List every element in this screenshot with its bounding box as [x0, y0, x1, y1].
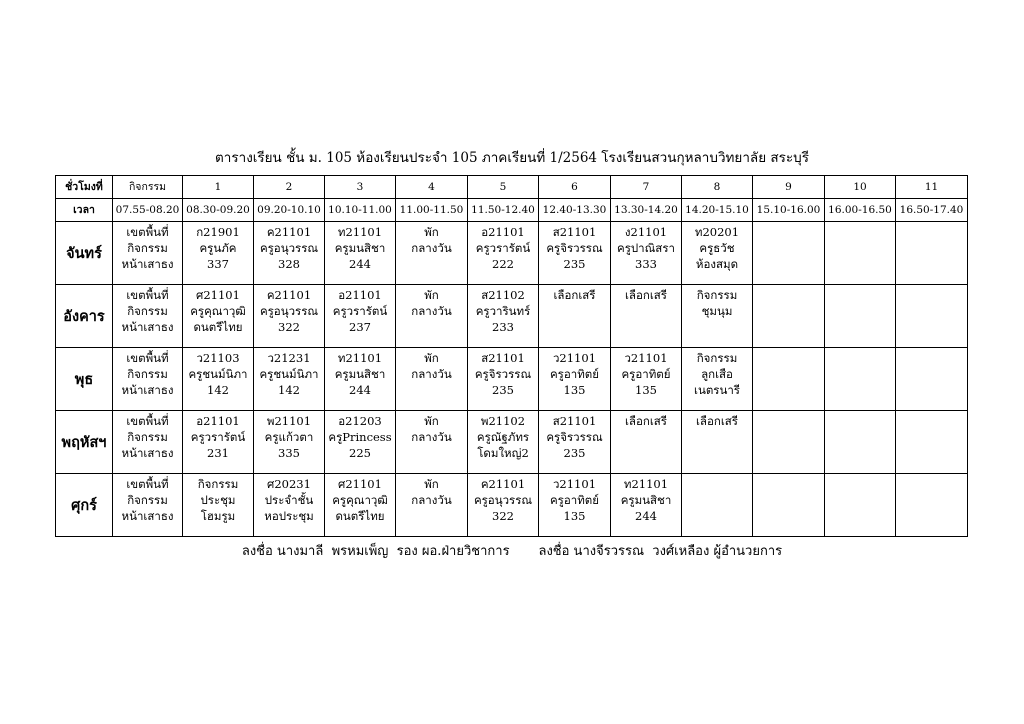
header-row-cell: 5 [468, 176, 539, 199]
cell-line: ครูมนสิชา [620, 493, 672, 507]
cell-line: ลูกเสือ [701, 367, 733, 381]
schedule-cell [896, 348, 968, 411]
cell-line: ครูอาทิตย์ [621, 367, 671, 381]
cell-line: ครูอาทิตย์ [549, 493, 600, 507]
schedule-cell [254, 411, 325, 474]
schedule-cell [183, 285, 254, 348]
cell-line: เลือกเสรี [553, 288, 596, 302]
cell-line: ส21101 [481, 351, 525, 365]
cell-line: อ21101 [481, 225, 525, 239]
cell-line: ครูชนม์นิภา [188, 367, 248, 381]
cell-line: พัก [424, 477, 439, 491]
time-row-cell: 15.10-16.00 [753, 199, 825, 222]
cell-line: ศ21101 [338, 477, 382, 491]
cell-line: 244 [635, 509, 657, 523]
schedule-cell [325, 222, 396, 285]
schedule-cell [468, 285, 539, 348]
cell-line: โดมใหญ่2 [477, 446, 529, 460]
cell-line: หน้าเสาธง [121, 383, 174, 397]
schedule-cell [682, 285, 753, 348]
cell-line: 244 [349, 383, 371, 397]
day-row [56, 222, 968, 285]
cell-line: อ21101 [196, 414, 240, 428]
schedule-cell [254, 285, 325, 348]
cell-line: 237 [349, 320, 371, 334]
schedule-cell [468, 474, 539, 537]
schedule-cell [611, 222, 682, 285]
time-row-cell: 12.40-13.30 [539, 199, 611, 222]
cell-line: ครูณัฐภัทร [476, 430, 530, 444]
day-name: ศุกร์ [56, 474, 113, 537]
day-row [56, 474, 968, 537]
cell-line: พัก [424, 351, 439, 365]
page-title: ตารางเรียน ชั้น ม. 105 ห้องเรียนประจำ 105 ภาคเรียนที่ 1/2564 โรงเรียนสวนกุหลาบวิทยาลัย สระบุรี [215, 150, 809, 166]
header-row [56, 176, 968, 199]
cell-line: 135 [563, 509, 586, 523]
cell-line: กิจกรรม [127, 430, 168, 444]
schedule-cell [825, 411, 896, 474]
cell-line: กิจกรรม [696, 351, 738, 365]
header-row-cell: กิจกรรม [113, 176, 183, 199]
header-row-cell: 1 [183, 176, 254, 199]
cell-line: 222 [492, 257, 514, 271]
cell-line: เขตพื้นที่ [126, 351, 169, 365]
time-row-cell: 11.00-11.50 [396, 199, 468, 222]
schedule-cell [753, 348, 825, 411]
cell-line: ก21901 [196, 225, 240, 239]
time-row-cell: 09.20-10.10 [254, 199, 325, 222]
schedule-cell [468, 348, 539, 411]
schedule-cell [183, 222, 254, 285]
cell-line: ดนตรีไทย [335, 509, 385, 523]
cell-line: เลือกเสรี [625, 288, 667, 302]
schedule-cell [825, 474, 896, 537]
header-row-cell: 3 [325, 176, 396, 199]
time-row [56, 199, 968, 222]
cell-line: กิจกรรม [696, 288, 738, 302]
cell-line: ศ21101 [196, 288, 240, 302]
cell-line: ครูปาณิสรา [617, 241, 675, 255]
cell-line: ค21101 [266, 225, 312, 239]
cell-line: ครูPrincess [328, 430, 392, 444]
cell-line: 231 [207, 446, 229, 460]
header-row-cell: 11 [896, 176, 968, 199]
cell-line: ครูนภัค [199, 241, 237, 255]
cell-line: ง21101 [624, 225, 668, 239]
cell-line: ประชุม [200, 493, 236, 507]
cell-line: พ21102 [480, 414, 526, 428]
cell-line: 335 [278, 446, 300, 460]
schedule-cell [825, 285, 896, 348]
cell-line: ครูวารินทร์ [475, 304, 531, 318]
schedule-cell [468, 411, 539, 474]
cell-line: ครูอาทิตย์ [549, 367, 600, 381]
time-row-cell: เวลา [56, 199, 113, 222]
schedule-cell [325, 411, 396, 474]
schedule-cell [183, 411, 254, 474]
time-row-cell: 11.50-12.40 [468, 199, 539, 222]
cell-line: ส21101 [552, 414, 597, 428]
schedule-cell [539, 285, 611, 348]
cell-line: เลือกเสรี [696, 414, 738, 428]
cell-line: ว21101 [552, 351, 597, 365]
header-row-cell: 2 [254, 176, 325, 199]
cell-line: 225 [349, 446, 371, 460]
time-row-cell: 10.10-11.00 [325, 199, 396, 222]
cell-line: กลางวัน [411, 241, 452, 255]
schedule-cell [396, 222, 468, 285]
cell-line: 233 [492, 320, 514, 334]
day-row [56, 411, 968, 474]
cell-line: 244 [349, 257, 371, 271]
cell-line: 328 [278, 257, 300, 271]
header-row-cell: 6 [539, 176, 611, 199]
header-row-cell: 8 [682, 176, 753, 199]
cell-line: กลางวัน [411, 430, 452, 444]
cell-line: โฮมรูม [200, 509, 236, 523]
cell-line: ท21101 [623, 477, 669, 491]
schedule-cell [682, 222, 753, 285]
cell-line: กลางวัน [411, 493, 452, 507]
cell-line: ว21231 [267, 351, 311, 365]
cell-line: ครูอนุวรรณ [473, 493, 533, 507]
cell-line: 235 [563, 446, 586, 460]
schedule-cell [325, 285, 396, 348]
schedule-cell [113, 285, 183, 348]
cell-line: ค21101 [266, 288, 312, 302]
time-row-cell: 07.55-08.20 [113, 199, 183, 222]
schedule-cell [611, 348, 682, 411]
cell-line: กลางวัน [411, 304, 452, 318]
cell-line: ครูชนม์นิภา [259, 367, 319, 381]
cell-line: ครูจิรวรรณ [546, 430, 603, 444]
cell-line: หน้าเสาธง [121, 257, 174, 271]
cell-line: กิจกรรม [127, 304, 168, 318]
schedule-cell [539, 411, 611, 474]
cell-line: เขตพื้นที่ [126, 414, 169, 428]
schedule-cell [325, 474, 396, 537]
cell-line: เขตพื้นที่ [126, 288, 169, 302]
time-row-cell: 14.20-15.10 [682, 199, 753, 222]
cell-line: 135 [563, 383, 586, 397]
cell-line: เนตรนารี [694, 383, 740, 397]
cell-line: ครูคุณาวุฒิ [190, 304, 246, 318]
schedule-cell [325, 348, 396, 411]
cell-line: ครูวรารัตน์ [475, 241, 531, 255]
cell-line: ว21101 [624, 351, 668, 365]
cell-line: ท21101 [337, 225, 383, 239]
cell-line: 142 [207, 383, 229, 397]
cell-line: ครูจิรวรรณ [546, 241, 603, 255]
cell-line: อ21101 [338, 288, 382, 302]
schedule-cell [682, 474, 753, 537]
cell-line: หน้าเสาธง [121, 509, 174, 523]
schedule-cell [896, 285, 968, 348]
schedule-table [55, 175, 968, 537]
schedule-cell [825, 348, 896, 411]
cell-line: ส21102 [481, 288, 525, 302]
schedule-cell [468, 222, 539, 285]
cell-line: เขตพื้นที่ [126, 225, 169, 239]
cell-line: พัก [424, 288, 439, 302]
schedule-cell [753, 411, 825, 474]
cell-line: อ21203 [338, 414, 382, 428]
day-name: อังคาร [56, 285, 113, 348]
cell-line: ห้องสมุด [695, 257, 739, 271]
cell-line: เขตพื้นที่ [126, 477, 169, 491]
cell-line: กลางวัน [411, 367, 452, 381]
schedule-cell [254, 348, 325, 411]
day-row [56, 285, 968, 348]
cell-line: ว21103 [196, 351, 240, 365]
cell-line: ส21101 [552, 225, 597, 239]
schedule-cell [254, 474, 325, 537]
schedule-cell [183, 474, 254, 537]
cell-line: ดนตรีไทย [193, 320, 243, 334]
cell-line: ค21101 [480, 477, 526, 491]
cell-line: หน้าเสาธง [121, 446, 174, 460]
day-name: พุธ [56, 348, 113, 411]
schedule-cell [682, 348, 753, 411]
cell-line: เลือกเสรี [625, 414, 667, 428]
cell-line: 142 [278, 383, 300, 397]
day-row [56, 348, 968, 411]
cell-line: 322 [492, 509, 514, 523]
cell-line: ว21101 [552, 477, 597, 491]
cell-line: ครูแก้วตา [264, 430, 314, 444]
cell-line: ครูคุณาวุฒิ [332, 493, 388, 507]
schedule-cell [825, 222, 896, 285]
cell-line: ท20201 [694, 225, 740, 239]
cell-line: หน้าเสาธง [121, 320, 174, 334]
schedule-cell [682, 411, 753, 474]
day-name: พฤหัสฯ [56, 411, 113, 474]
time-row-cell: 08.30-09.20 [183, 199, 254, 222]
cell-line: 135 [635, 383, 657, 397]
schedule-cell [254, 222, 325, 285]
schedule-cell [611, 474, 682, 537]
cell-line: กิจกรรม [127, 241, 168, 255]
cell-line: ครูธวัช [699, 241, 735, 255]
schedule-cell [896, 222, 968, 285]
time-row-cell: 16.50-17.40 [896, 199, 968, 222]
cell-line: ครูอนุวรรณ [259, 304, 319, 318]
cell-line: พัก [424, 414, 439, 428]
schedule-cell [396, 474, 468, 537]
schedule-cell [753, 222, 825, 285]
header-row-cell: 4 [396, 176, 468, 199]
schedule-cell [753, 474, 825, 537]
schedule-cell [396, 411, 468, 474]
schedule-cell [539, 222, 611, 285]
cell-line: ครูมนสิชา [334, 241, 386, 255]
cell-line: 333 [635, 257, 657, 271]
cell-line: ครูมนสิชา [334, 367, 386, 381]
schedule-cell [113, 474, 183, 537]
cell-line: ชุมนุม [701, 304, 733, 318]
cell-line: พ21101 [266, 414, 312, 428]
cell-line: 235 [563, 257, 586, 271]
header-row-cell: 10 [825, 176, 896, 199]
schedule-cell [113, 222, 183, 285]
cell-line: กิจกรรม [127, 367, 168, 381]
schedule-cell [183, 348, 254, 411]
cell-line: ศ20231 [267, 477, 311, 491]
cell-line: พัก [424, 225, 439, 239]
time-row-cell: 13.30-14.20 [611, 199, 682, 222]
day-name: จันทร์ [56, 222, 113, 285]
cell-line: ท21101 [337, 351, 383, 365]
schedule-cell [396, 348, 468, 411]
schedule-cell [539, 474, 611, 537]
cell-line: ครูอนุวรรณ [259, 241, 319, 255]
cell-line: ครูวรารัตน์ [332, 304, 388, 318]
schedule-cell [753, 285, 825, 348]
cell-line: ประจำชั้น [264, 493, 314, 507]
header-row-cell: 7 [611, 176, 682, 199]
cell-line: ครูจิรวรรณ [474, 367, 532, 381]
schedule-cell [896, 411, 968, 474]
cell-line: กิจกรรม [197, 477, 239, 491]
signature-footer: ลงชื่อ นางมาลี พรหมเพ็ญ รอง ผอ.ฝ่ายวิชาการ ลงชื่อ นางจีรวรรณ วงศ์เหลือง ผู้อำนวยการ [241, 544, 783, 559]
cell-line: 235 [492, 383, 514, 397]
cell-line: หอประชุม [264, 509, 314, 523]
header-row-cell: 9 [753, 176, 825, 199]
header-row-cell: ชั่วโมงที่ [56, 176, 113, 199]
schedule-cell [611, 285, 682, 348]
cell-line: ครูวรารัตน์ [190, 430, 246, 444]
cell-line: 322 [278, 320, 300, 334]
time-row-cell: 16.00-16.50 [825, 199, 896, 222]
schedule-cell [113, 348, 183, 411]
schedule-cell [113, 411, 183, 474]
schedule-cell [611, 411, 682, 474]
schedule-cell [539, 348, 611, 411]
schedule-cell [896, 474, 968, 537]
cell-line: กิจกรรม [127, 493, 168, 507]
schedule-cell [396, 285, 468, 348]
cell-line: 337 [207, 257, 229, 271]
